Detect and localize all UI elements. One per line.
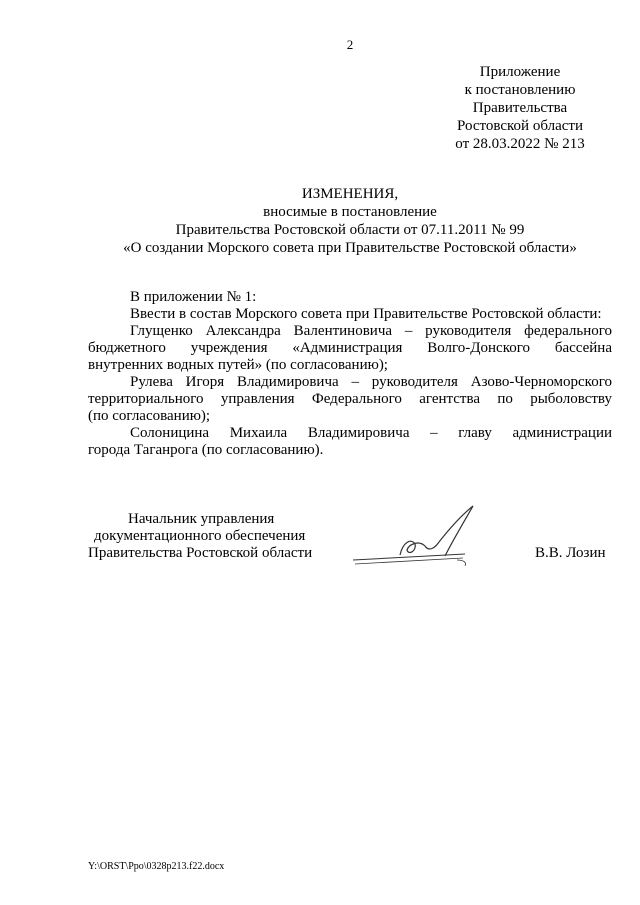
heading-line: «О создании Морского совета при Правительстве Ростовской области» <box>123 240 577 256</box>
document-heading <box>100 186 600 258</box>
page-number: 2 <box>346 37 354 52</box>
paragraph-line: Глущенко Александра Валентиновича – руководителя федерального <box>130 323 612 339</box>
paragraph-line: бюджетного учреждения «Администрация Волго-Донского бассейна <box>88 340 612 356</box>
paragraph-line: (по согласованию); <box>88 408 211 424</box>
appendix-line: от 28.03.2022 № 213 <box>455 136 585 152</box>
appendix-line: Приложение <box>479 64 561 80</box>
heading-title: ИЗМЕНЕНИЯ, <box>301 186 399 202</box>
paragraph-line: города Таганрога (по согласованию). <box>88 442 324 458</box>
document-body <box>88 289 612 459</box>
file-path-footer: Y:\ORST\Ppo\0328p213.f22.docx <box>88 861 225 872</box>
heading-line: вносимые в постановление <box>263 204 437 220</box>
position-line: Правительства Ростовской области <box>88 545 313 561</box>
heading-line: Правительства Ростовской области от 07.11.2011 № 99 <box>175 222 525 238</box>
paragraph-line: Рулева Игоря Владимировича – руководителя Азово-Черноморского <box>130 374 612 390</box>
paragraph-line: Ввести в состав Морского совета при Правительстве Ростовской области: <box>130 306 602 322</box>
appendix-line: к постановлению <box>464 82 576 98</box>
appendix-line: Ростовской области <box>457 118 583 134</box>
position-line: документационного обеспечения <box>94 528 306 544</box>
position-line: Начальник управления <box>128 511 275 527</box>
appendix-line: Правительства <box>472 100 568 116</box>
appendix-header <box>440 64 600 154</box>
signatory-position <box>88 511 328 562</box>
paragraph-line: внутренних водных путей» (по согласованию); <box>88 357 388 373</box>
handwritten-signature <box>345 500 485 570</box>
paragraph-line: Солоницина Михаила Владимировича – главу администрации <box>130 425 612 441</box>
paragraph-line: территориального управления Федерального агентства по рыболовству <box>88 391 612 407</box>
signatory-name: В.В. Лозин <box>535 545 606 561</box>
paragraph-line: В приложении № 1: <box>130 289 257 305</box>
